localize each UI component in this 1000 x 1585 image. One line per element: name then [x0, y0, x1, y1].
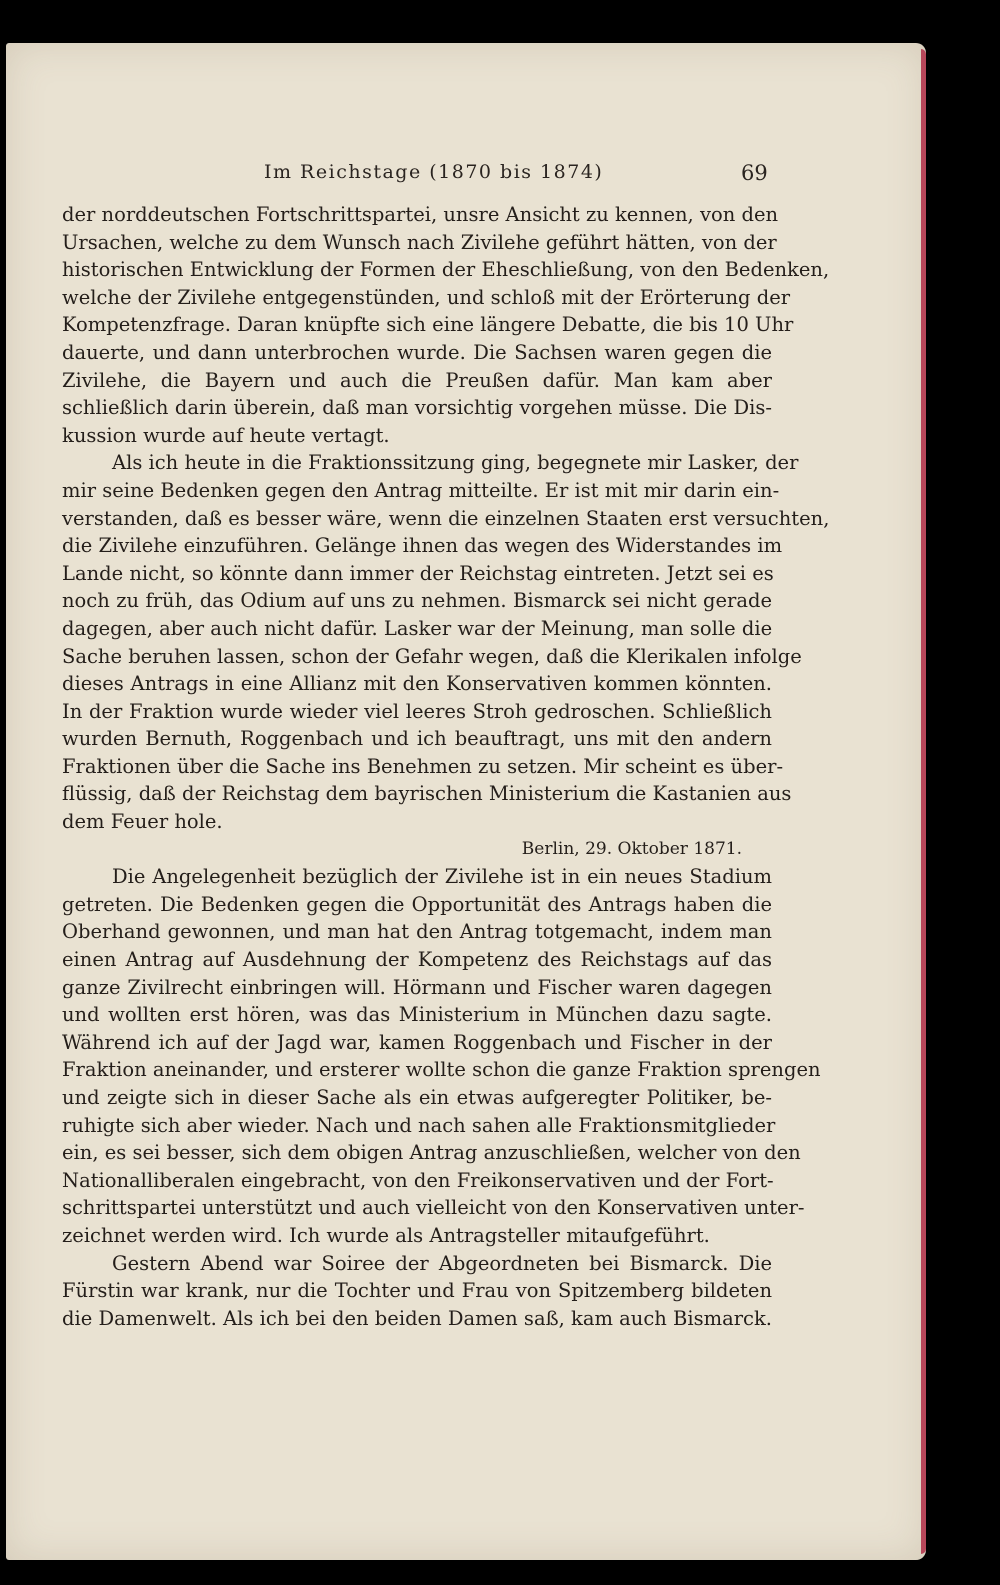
page-number: 69 — [741, 161, 768, 185]
dateline: Berlin, 29. Oktober 1871. — [521, 838, 742, 859]
text-line: Die Angelegenheit bezüglich der Zivilehe ist in ein neues Stadium — [112, 865, 772, 889]
text-line: die Zivilehe einzuführen. Gelänge ihnen das wegen des Widerstandes im — [62, 534, 783, 558]
text-line: noch zu früh, das Odium auf uns zu nehmen. Bismarck sei nicht gerade — [62, 589, 772, 613]
text-line: und wollten erst hören, was das Ministerium in München dazu sagte. — [62, 1003, 772, 1027]
text-line: Während ich auf der Jagd war, kamen Roggenbach und Fischer in der — [62, 1030, 772, 1054]
page-header — [6, 161, 926, 191]
text-line: dem Feuer hole. — [62, 810, 223, 834]
text-line: Oberhand gewonnen, und man hat den Antrag totgemacht, indem man — [62, 920, 772, 944]
text-line: kussion wurde auf heute vertagt. — [62, 423, 390, 447]
text-line: dieses Antrags in eine Allianz mit den Konservativen kommen könnten. — [62, 672, 772, 696]
text-line: mir seine Bedenken gegen den Antrag mitteilte. Er ist mit mir darin ein- — [62, 478, 780, 502]
text-line: Sache beruhen lassen, schon der Gefahr wegen, daß die Klerikalen infolge — [62, 644, 802, 668]
page-body — [62, 201, 830, 1332]
text-line: Fürstin war krank, nur die Tochter und Frau von Spitzemberg bildeten — [62, 1279, 772, 1303]
text-line: Nationalliberalen eingebracht, von den Freikonservativen und der Fort- — [62, 1168, 774, 1192]
text-line: schließlich darin überein, daß man vorsichtig vorgehen müsse. Die Dis- — [62, 396, 772, 420]
text-line: dauerte, und dann unterbrochen wurde. Die Sachsen waren gegen die — [62, 340, 772, 364]
text-line: und zeigte sich in dieser Sache als ein etwas aufgeregter Politiker, be- — [62, 1086, 772, 1109]
text-line: verstanden, daß es besser wäre, wenn die einzelnen Staaten erst versuchten, — [62, 506, 830, 530]
text-line: getreten. Die Bedenken gegen die Opportunität des Antrags haben die — [62, 892, 772, 916]
text-line: schrittspartei unterstützt und auch vielleicht von den Konservativen unter- — [62, 1196, 805, 1220]
text-line: Lande nicht, so könnte dann immer der Reichstag eintreten. Jetzt sei es — [62, 561, 774, 585]
text-line: Fraktionen über die Sache ins Benehmen zu setzen. Mir scheint es über- — [62, 754, 784, 778]
text-line: ganze Zivilrecht einbringen will. Hörmann und Fischer waren dagegen — [62, 975, 772, 999]
text-line: Gestern Abend war Soiree der Abgeordneten bei Bismarck. Die — [112, 1251, 772, 1275]
text-line: zeichnet werden wird. Ich wurde als Antragsteller mitaufgeführt. — [62, 1223, 710, 1247]
text-line: wurden Bernuth, Roggenbach und ich beauftragt, uns mit den andern — [62, 727, 772, 751]
text-line: ruhigte sich aber wieder. Nach und nach sahen alle Fraktionsmitglieder — [62, 1113, 776, 1137]
text-line: Zivilehe, die Bayern und auch die Preußen dafür. Man kam aber — [62, 368, 772, 392]
text-line: ein, es sei besser, sich dem obigen Antrag anzuschließen, welcher von den — [62, 1141, 801, 1165]
running-title: Im Reichstage (1870 bis 1874) — [264, 161, 604, 183]
text-line: dagegen, aber auch nicht dafür. Lasker war der Meinung, man solle die — [62, 616, 773, 640]
text-line: flüssig, daß der Reichstag dem bayrischen Ministerium die Kastanien aus — [62, 782, 792, 806]
text-line: In der Fraktion wurde wieder viel leeres Stroh gedroschen. Schließlich — [62, 699, 772, 723]
text-line: die Damenwelt. Als ich bei den beiden Damen saß, kam auch Bismarck. — [62, 1306, 772, 1330]
text-line: historischen Entwicklung der Formen der Eheschließung, von den Bedenken, — [62, 258, 830, 282]
text-line: Als ich heute in die Fraktionssitzung ging, begegnete mir Lasker, der — [112, 451, 799, 475]
text-line: Fraktion aneinander, und ersterer wollte schon die ganze Fraktion sprengen — [62, 1058, 821, 1082]
text-line: Ursachen, welche zu dem Wunsch nach Zivilehe geführt hätten, von der — [62, 230, 777, 254]
text-line: einen Antrag auf Ausdehnung der Kompetenz des Reichstags auf das — [62, 948, 772, 972]
text-line: der norddeutschen Fortschrittspartei, unsre Ansicht zu kennen, von den — [62, 203, 779, 226]
book-page — [6, 43, 926, 1560]
text-line: welche der Zivilehe entgegenstünden, und schloß mit der Erörterung der — [62, 285, 791, 309]
text-line: Kompetenzfrage. Daran knüpfte sich eine längere Debatte, die bis 10 Uhr — [62, 313, 794, 337]
